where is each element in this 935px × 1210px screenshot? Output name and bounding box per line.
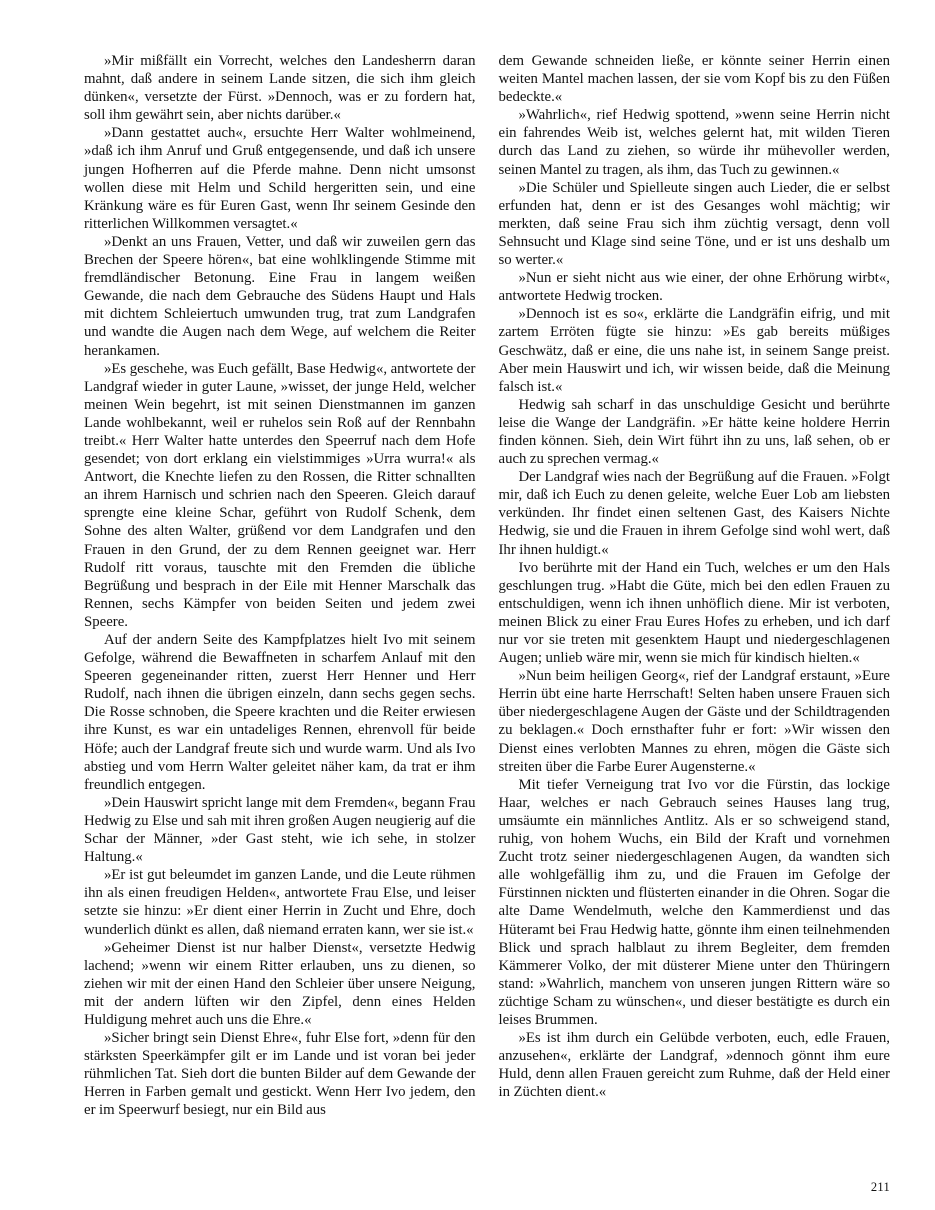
paragraph: Hedwig sah scharf in das unschuldige Gesicht und berührte leise die Wange der Landgräfin. »Er hätte keine holdere Herrin finden können. Sieh, dein Wirt führt ihn zu uns, laß sehen, ob er auch zu sprechen vermag.«: [498, 396, 890, 468]
paragraph: Ivo berührte mit der Hand ein Tuch, welches er um den Hals geschlungen trug. »Habt die Güte, mich bei den edlen Frauen zu entschuldigen, wenn ich ihnen unhöflich diene. Mir ist verboten, meinen Blick zu einer Frau Eures Hofes zu erheben, und ich darf nur vor sie treten mit gesenktem Haupt und niedergeschlagenen Augen; unlieb wäre mir, wenn sie mich für kindisch hielten.«: [498, 559, 890, 667]
two-column-text-block: [84, 52, 890, 1120]
page-number: 211: [870, 1180, 890, 1194]
paragraph: »Dennoch ist es so«, erklärte die Landgräfin eifrig, und mit zartem Erröten fügte sie hinzu: »Es gab bereits müßiges Geschwätz, daß er eine, die uns nahe ist, in seinem Sange preist. Aber mein Hauswirt und ich, wir wissen beide, daß die Meinung falsch ist.«: [498, 306, 890, 395]
book-page: [84, 52, 890, 1210]
paragraph: »Es ist ihm durch ein Gelübde verboten, euch, edle Frauen, anzusehen«, erklärte der Landgraf, »dennoch gönnt ihm eure Huld, denn allen Frauen gereicht zum Ruhme, daß der Held einer in Züchten dient.«: [498, 1030, 890, 1101]
paragraph: dem Gewande schneiden ließe, er könnte seiner Herrin einen weiten Mantel machen lassen, der sie vom Kopf bis zu den Füßen bedeckte.«: [498, 53, 890, 106]
paragraph: »Mir mißfällt ein Vorrecht, welches den Landesherrn daran mahnt, daß andere in seinem Lande sitzen, die sich ihm gleich dünken«, versetzte der Fürst. »Dennoch, was er zu fordern hat, soll ihm gewährt sein, aber nichts darüber.«: [84, 53, 476, 124]
paragraph: Auf der andern Seite des Kampfplatzes hielt Ivo mit seinem Gefolge, während die Bewaffneten in scharfem Anlauf mit den Speeren gegeneinander ritten, zuerst Herr Henner und Herr Rudolf, nach ihnen die übrigen einzeln, dann sechs gegen sechs. Die Rosse schnoben, die Speere krachten und die Reiter erwiesen ihre Kunst, es war ein untadeliges Rennen, ehrenvoll für beide Höfe; auch der Landgraf freute sich und wurde warm. Und als Ivo abstieg und vom Herrn Walter geleitet näher kam, da trat er ihm freundlich entgegen.: [84, 632, 476, 793]
paragraph: »Denkt an uns Frauen, Vetter, und daß wir zuweilen gern das Brechen der Speere hören«, bat eine wohlklingende Stimme mit fremdländischer Betonung. Eine Frau in langem weißen Gewande, die nach dem Gebrauche des Südens Haupt und Hals mit dichtem Schleiertuch umwunden trug, trat zum Landgrafen und wandte die Augen nach dem Wege, auf welchem die Reiter herankamen.: [84, 233, 476, 359]
paragraph: »Nun beim heiligen Georg«, rief der Landgraf erstaunt, »Eure Herrin übt eine harte Herrschaft! Selten haben unsere Frauen sich über niedergeschlagene Augen der Gäste und der Schildtragenden zu beklagen.« Doch ernsthafter fuhr er fort: »Wir wissen den Dienst eines verlobten Mannes zu ehren, mögen die Gäste sich streiten über die Farbe Eurer Augensterne.«: [498, 668, 890, 775]
paragraph: »Die Schüler und Spielleute singen auch Lieder, die er selbst erfunden hat, denn er ist des Gesanges wohl mächtig; wir merkten, daß seine Frau sich ihm züchtig versagt, denn voll Sehnsucht und Klage sind seine Töne, und er ist uns deshalb um so werter.«: [498, 179, 890, 269]
paragraph: »Nun er sieht nicht aus wie einer, der ohne Erhörung wirbt«, antwortete Hedwig trocken.: [498, 270, 890, 305]
paragraph: Der Landgraf wies nach der Begrüßung auf die Frauen. »Folgt mir, daß ich Euch zu denen geleite, welche Euer Lob am liebsten verkünden. Ihr findet einen seltenen Gast, des Kaisers Nichte Hedwig, sie und die Frauen in ihrem Gefolge sind wohl wert, daß Ihr ihnen huldigt.«: [498, 469, 890, 558]
paragraph: »Wahrlich«, rief Hedwig spottend, »wenn seine Herrin nicht ein fahrendes Weib ist, welches gelernt hat, mit wilden Tieren durch das Land zu ziehen, so würde ihr mühevoller werden, seinen Mantel zu tragen, als ihm, das Tuch zu gewinnen.«: [498, 107, 890, 178]
paragraph: Mit tiefer Verneigung trat Ivo vor die Fürstin, das lockige Haar, welches er nach Gebrauch seines Hauses lang trug, umsäumte ein männliches Antlitz. Als er so schweigend stand, ruhig, von hohem Wuchs, ein Bild der Kraft und vornehmen Zucht trotz seiner niedergeschlagenen Augen, da wandten sich alle wohlgefällig ihm zu, und die Frauen im Gefolge der Fürstinnen nickten und flüsterten einander in die Ohren. Sogar die alte Dame Wendelmuth, welche den Kammerdienst und das Hüteramt bei Frau Hedwig hatte, gönnte ihm einen teilnehmenden Blick und sprach halblaut zu ihrem Begleiter, dem fremden Kämmerer Volko, der mit düsterer Miene unter den Thüringern stand: »Wahrlich, manchem von unseren jungen Rittern wäre so züchtige Scham zu wünschen«, und dieser bestätigte es durch ein leises Brummen.: [498, 776, 890, 1028]
paragraph: »Sicher bringt sein Dienst Ehre«, fuhr Else fort, »denn für den stärksten Speerkämpfer gilt er im Lande und ist voran bei jeder rühmlichen Tat. Sieh dort die bunten Bilder auf dem Gewande der Herren in Farben gemalt und gestickt. Wenn Herr Ivo jedem, den er im Speerwurf besiegt, nur ein Bild aus: [84, 1030, 476, 1119]
text-column-left: [84, 52, 476, 1120]
paragraph: »Dein Hauswirt spricht lange mit dem Fremden«, begann Frau Hedwig zu Else und sah mit ihren großen Augen neugierig auf die Schar der Männer, »der Gast steht, wie ich sehe, in stolzer Haltung.«: [84, 794, 476, 866]
paragraph: »Geheimer Dienst ist nur halber Dienst«, versetzte Hedwig lachend; »wenn wir einem Ritter erlauben, uns zu dienen, so ziehen wir mit der einen Hand den Schleier über unsere Neigung, mit der andern lüften wir den Zipfel, denn eines Helden Huldigung mehret auch uns die Ehre.«: [84, 939, 476, 1028]
text-column-right: [499, 52, 891, 1120]
paragraph: »Er ist gut beleumdet im ganzen Lande, und die Leute rühmen ihn als einen freudigen Helden«, antwortete Frau Else, und leiser setzte sie hinzu: »Er dient einer Herrin in Zucht und Ehre, doch wunderlich dünkt es allen, daß niemand erraten kann, wer sie ist.«: [84, 867, 476, 938]
paragraph: »Es geschehe, was Euch gefällt, Base Hedwig«, antwortete der Landgraf wieder in guter Laune, »wisset, der junge Held, welcher meinen Wein begehrt, ist mit seinen Dienstmannen im ganzen Lande wohlbekannt, weil er ruhelos sein Roß auf der Rennbahn treibt.« Herr Walter hatte unterdes den Speerruf nach dem Hofe gesendet; von dort erklang ein vielstimmiges »Urra wurra!« als Antwort, die Knechte liefen zu den Rossen, die Ritter schnallten an ihrem Harnisch und schrien nach den Speeren. Gleich darauf sprengte eine kleine Schar, geführt von Rudolf Schenk, dem Sohne des alten Walter, grüßend vor dem Landgrafen und den Frauen in den Grund, der zu dem Rennen geeignet war. Herr Rudolf ritt voraus, tauschte mit den Fremden die übliche Begrüßung und besprach in der Eile mit Henner Marschalk das Rennen, sechs Kämpfer von beiden Seiten und jedem zwei Speere.: [84, 360, 476, 630]
paragraph: »Dann gestattet auch«, ersuchte Herr Walter wohlmeinend, »daß ich ihm Anruf und Gruß entgegensende, und daß ich unsere jungen Hofherren auf die Pferde mahne. Denn nicht umsonst wollen diese mit Helm und Schild hergeritten sein, und eine Kränkung wäre es für Euren Gast, wenn Ihr seinem Gesinde den ritterlichen Willkommen versagtet.«: [84, 125, 476, 232]
